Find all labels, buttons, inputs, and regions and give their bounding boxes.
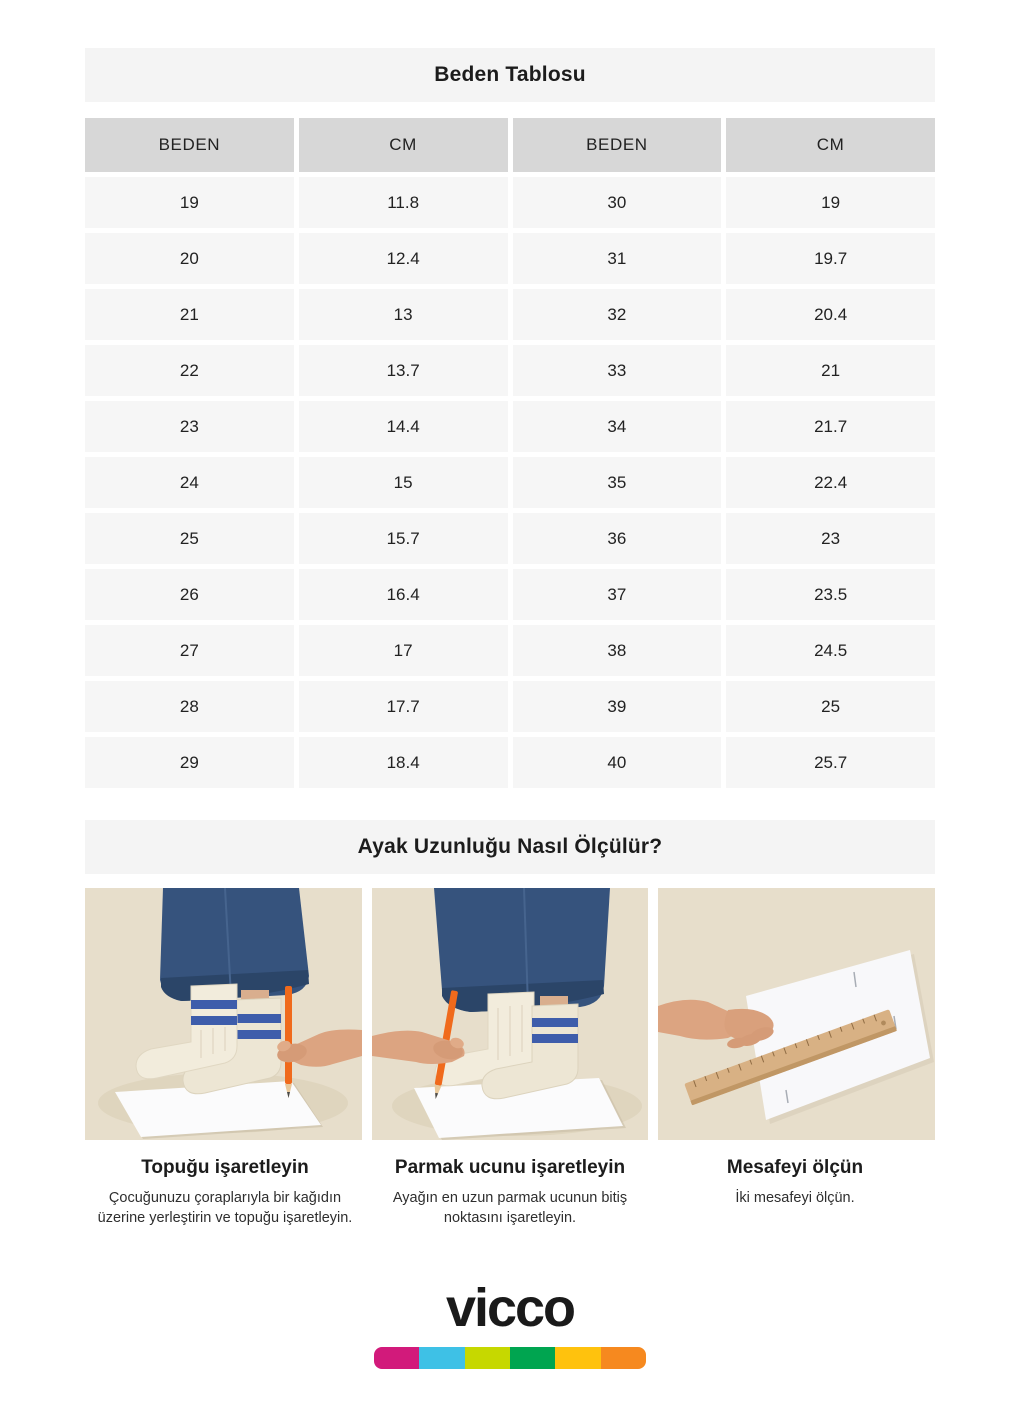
size-table-title-bar [85, 48, 935, 102]
table-cell: 13 [299, 289, 508, 340]
table-cell: 16.4 [299, 569, 508, 620]
brand-bar-segment-green [510, 1347, 555, 1369]
step-captions-row [85, 1157, 935, 1229]
table-cell: 19 [726, 177, 935, 228]
table-cell: 18.4 [299, 737, 508, 788]
toe-marking-illustration [372, 888, 649, 1140]
table-cell: 25 [726, 681, 935, 732]
table-cell: 25 [85, 513, 294, 564]
step-description: Ayağın en uzun parmak ucunun bitiş noktasını işaretleyin. [392, 1190, 628, 1227]
table-cell: 21 [85, 289, 294, 340]
table-cell: 23 [85, 401, 294, 452]
table-cell: 19 [85, 177, 294, 228]
table-header-beden-1: BEDEN [85, 118, 294, 172]
table-cell: 33 [513, 345, 722, 396]
page-content [85, 48, 935, 1369]
table-cell: 39 [513, 681, 722, 732]
brand-bar-segment-yellow [555, 1347, 600, 1369]
table-cell: 13.7 [299, 345, 508, 396]
table-cell: 40 [513, 737, 722, 788]
brand-bar-segment-orange [601, 1347, 646, 1369]
brand-bar-segment-magenta [374, 1347, 419, 1369]
measure-guide-title-bar [85, 820, 935, 874]
table-cell: 38 [513, 625, 722, 676]
brand-bar-segment-lime [465, 1347, 510, 1369]
table-cell: 14.4 [299, 401, 508, 452]
brand-bar-segment-cyan [419, 1347, 464, 1369]
table-cell: 21.7 [726, 401, 935, 452]
vicco-logo: vicco [445, 1277, 575, 1338]
table-cell: 30 [513, 177, 722, 228]
step-description: Çocuğunuzu çoraplarıyla bir kağıdın üzerine yerleştirin ve topuğu işaretleyin. [97, 1190, 353, 1227]
table-cell: 35 [513, 457, 722, 508]
toe-marking-photo [372, 888, 649, 1140]
measure-guide-title: Ayak Uzunluğu Nasıl Ölçülür? [357, 835, 663, 858]
ruler-measuring-illustration [658, 888, 935, 1140]
heel-marking-illustration [85, 888, 362, 1140]
table-cell: 23 [726, 513, 935, 564]
table-header-cm-1: CM [299, 118, 508, 172]
step-heading: Topuğu işaretleyin [141, 1157, 309, 1178]
table-cell: 37 [513, 569, 722, 620]
step-description: İki mesafeyi ölçün. [735, 1190, 855, 1206]
table-cell: 15 [299, 457, 508, 508]
ruler-measuring-photo [658, 888, 935, 1140]
table-cell: 29 [85, 737, 294, 788]
table-header-cm-2: CM [726, 118, 935, 172]
step-caption-3 [655, 1157, 935, 1229]
table-cell: 31 [513, 233, 722, 284]
step-heading: Mesafeyi ölçün [726, 1157, 864, 1178]
step-photos-row [85, 888, 935, 1140]
size-table-title: Beden Tablosu [434, 63, 586, 86]
table-cell: 23.5 [726, 569, 935, 620]
table-cell: 22 [85, 345, 294, 396]
table-cell: 21 [726, 345, 935, 396]
table-cell: 32 [513, 289, 722, 340]
table-cell: 25.7 [726, 737, 935, 788]
table-cell: 15.7 [299, 513, 508, 564]
table-cell: 20.4 [726, 289, 935, 340]
table-cell: 17.7 [299, 681, 508, 732]
table-cell: 24 [85, 457, 294, 508]
table-cell: 24.5 [726, 625, 935, 676]
table-cell: 28 [85, 681, 294, 732]
table-cell: 34 [513, 401, 722, 452]
heel-marking-photo [85, 888, 362, 1140]
table-cell: 22.4 [726, 457, 935, 508]
step-heading: Parmak ucunu işaretleyin [394, 1157, 626, 1178]
step-caption-1 [85, 1157, 365, 1229]
table-cell: 17 [299, 625, 508, 676]
table-header-beden-2: BEDEN [513, 118, 722, 172]
table-cell: 36 [513, 513, 722, 564]
table-cell: 27 [85, 625, 294, 676]
table-cell: 12.4 [299, 233, 508, 284]
brand-color-bar [374, 1347, 646, 1369]
table-cell: 26 [85, 569, 294, 620]
table-cell: 20 [85, 233, 294, 284]
size-table [85, 118, 935, 788]
table-cell: 11.8 [299, 177, 508, 228]
brand-footer [85, 1277, 935, 1369]
step-caption-2 [370, 1157, 650, 1229]
table-cell: 19.7 [726, 233, 935, 284]
